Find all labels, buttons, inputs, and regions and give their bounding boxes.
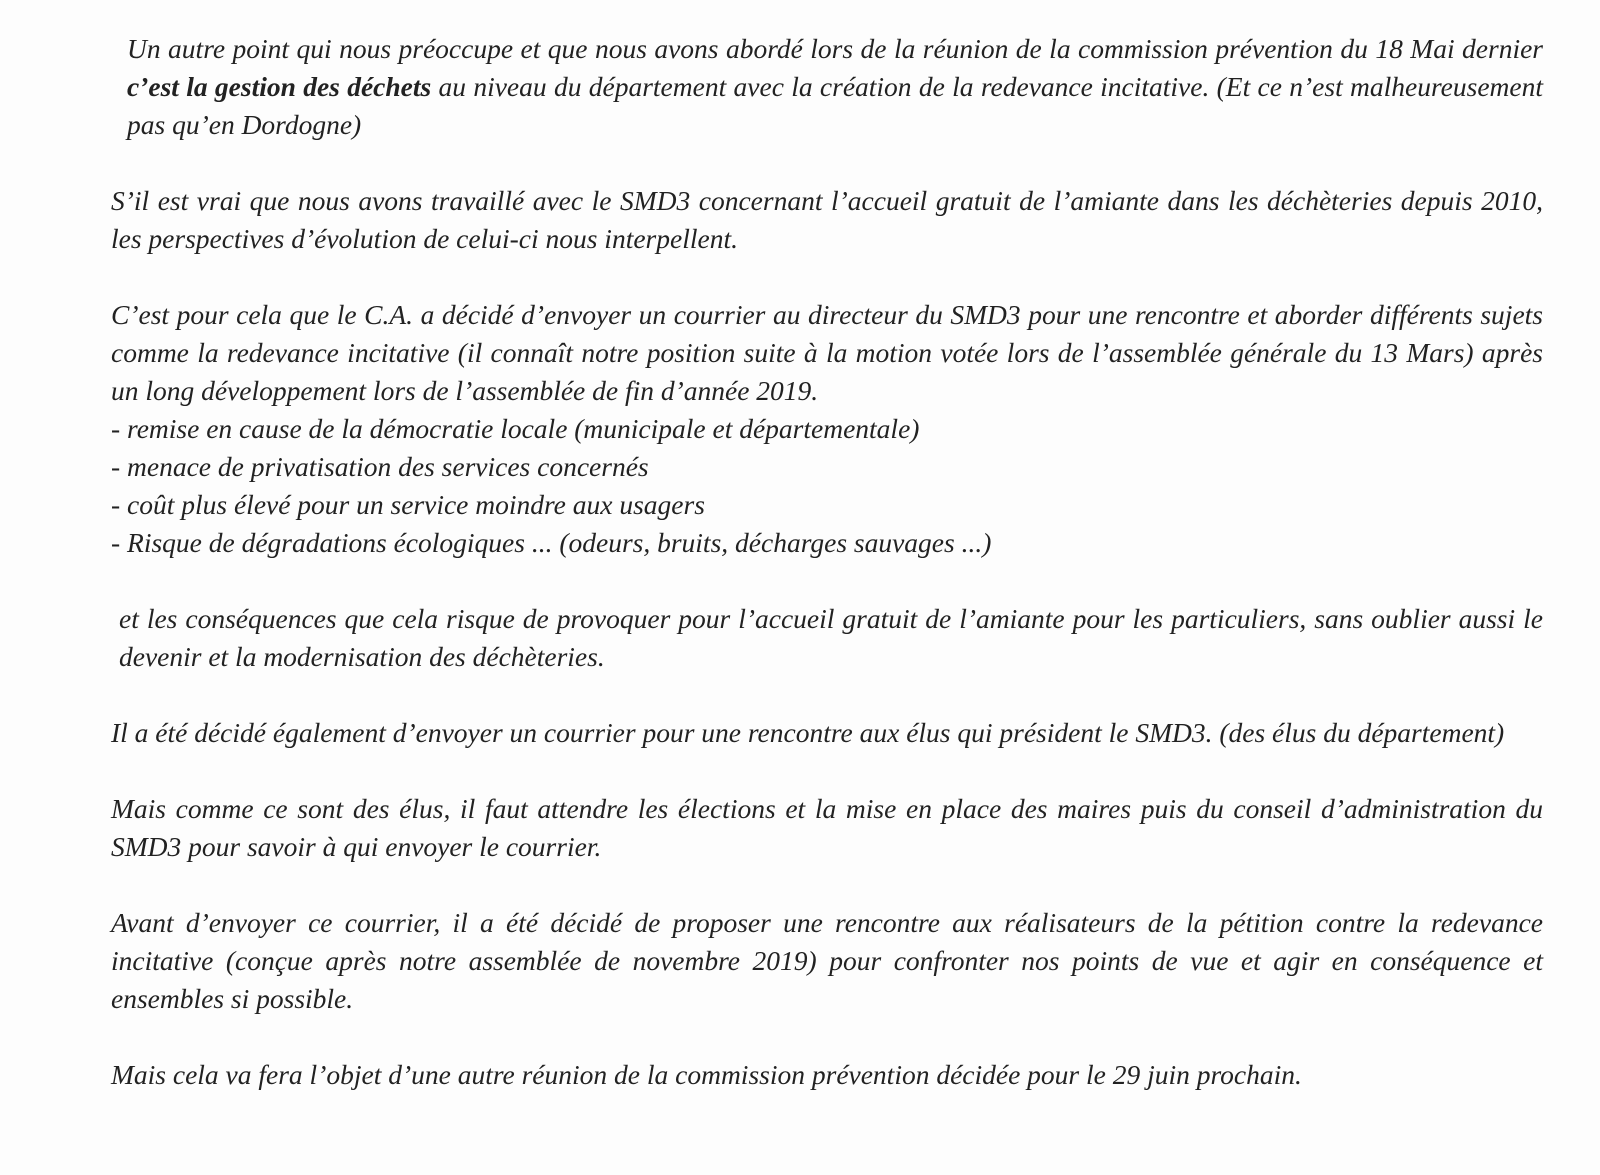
paragraph-elected-officials: Il a été décidé également d’envoyer un courrier pour une rencontre aux élus qui président le SMD3. (des élus du département)	[111, 717, 1505, 748]
paragraph-waste-management-rest: au niveau du département avec la création de la redevance incitative. (Et ce n’est malheureusement pas qu’en Dordogne)	[127, 71, 1543, 140]
paragraph-next-meeting: Mais cela va fera l’objet d’une autre réunion de la commission prévention décidée pour le 29 juin prochain.	[111, 1059, 1302, 1090]
concerns-list	[111, 410, 1543, 562]
paragraph-waste-management-emphasis: c’est la gestion des déchets	[127, 71, 432, 102]
ca-decision-block	[111, 296, 1543, 562]
concern-item: - coût plus élevé pour un service moindre aux usagers	[111, 489, 705, 520]
paragraph-waste-management-intro: Un autre point qui nous préoccupe et que nous avons abordé lors de la réunion de la commission prévention du 18 Mai dernier	[127, 33, 1543, 64]
concern-item: - menace de privatisation des services concernés	[111, 451, 649, 482]
paragraph-petition: Avant d’envoyer ce courrier, il a été décidé de proposer une rencontre aux réalisateurs de la pétition contre la redevance incitative (conçue après notre assemblée de novembre 2019) pour confronter nos points de vue et agir en conséquence et ensembles si possible.	[111, 907, 1543, 1014]
paragraph-waste-management	[111, 30, 1543, 144]
paragraph-consequences: et les conséquences que cela risque de provoquer pour l’accueil gratuit de l’amiante pour les particuliers, sans oublier aussi le devenir et la modernisation des déchèteries.	[119, 603, 1543, 672]
paragraph-ca-decision: C’est pour cela que le C.A. a décidé d’envoyer un courrier au directeur du SMD3 pour une rencontre et aborder différents sujets comme la redevance incitative (il connaît notre position suite à la motion votée lors de l’assemblée générale du 13 Mars) après un long développement lors de l’assemblée de fin d’année 2019.	[111, 299, 1543, 406]
document-body	[111, 30, 1543, 1094]
paragraph-smd3-asbestos: S’il est vrai que nous avons travaillé avec le SMD3 concernant l’accueil gratuit de l’amiante dans les déchèteries depuis 2010, les perspectives d’évolution de celui-ci nous interpellent.	[111, 185, 1543, 254]
concern-item: - Risque de dégradations écologiques ... (odeurs, bruits, décharges sauvages ...)	[111, 527, 992, 558]
paragraph-elections: Mais comme ce sont des élus, il faut attendre les élections et la mise en place des maires puis du conseil d’administration du SMD3 pour savoir à qui envoyer le courrier.	[111, 793, 1543, 862]
concern-item: - remise en cause de la démocratie locale (municipale et départementale)	[111, 413, 920, 444]
